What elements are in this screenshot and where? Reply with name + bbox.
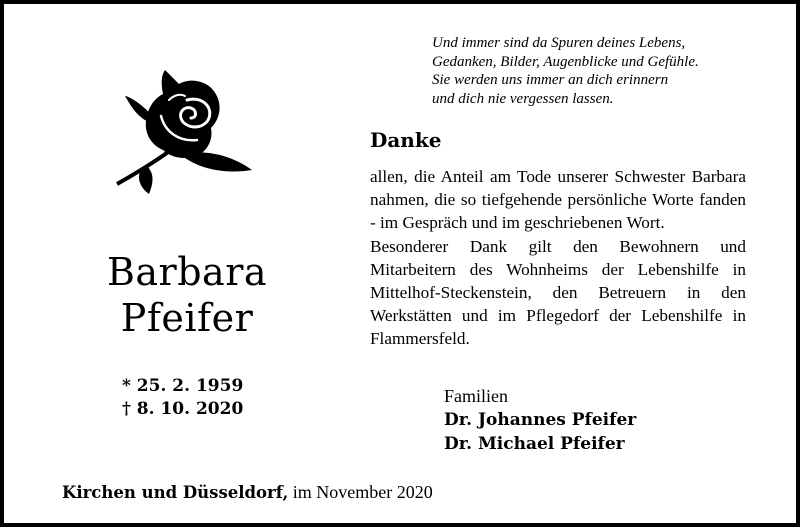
- footer-date: im November 2020: [292, 482, 433, 502]
- life-dates: [122, 375, 243, 421]
- deceased-name: [62, 249, 312, 341]
- rose-icon: [109, 66, 254, 196]
- footer-place-date: [62, 482, 433, 503]
- poem-line: Und immer sind da Spuren deines Lebens,: [432, 35, 686, 51]
- poem: [432, 34, 792, 108]
- thanks-text: [370, 165, 746, 351]
- footer-place: Kirchen und Düsseldorf,: [62, 483, 289, 502]
- poem-line: Gedanken, Bilder, Augenblicke und Gefühle.: [432, 53, 699, 70]
- thanks-paragraph-2: Besonderer Dank gilt den Bewohnern und Mitarbeitern des Wohnheims der Lebenshilfe in Mittelhof-Steckenstein, den Betreuern in den Werkstätten und im Pflegedorf der Lebenshilfe in Flammersfeld.: [370, 236, 746, 349]
- families-signature: [444, 384, 636, 456]
- poem-line: Sie werden uns immer an dich erinnern: [432, 72, 669, 88]
- families-label: Familien: [444, 386, 508, 406]
- heading-danke: Danke: [370, 128, 442, 152]
- first-name: Barbara: [106, 250, 268, 294]
- birth-date: * 25. 2. 1959: [122, 376, 244, 396]
- family-member: Dr. Michael Pfeifer: [444, 434, 625, 454]
- family-member: Dr. Johannes Pfeifer: [444, 410, 637, 430]
- death-date: † 8. 10. 2020: [122, 399, 244, 419]
- last-name: Pfeifer: [120, 296, 254, 340]
- poem-line: und dich nie vergessen lassen.: [432, 90, 614, 107]
- thanks-paragraph-1: allen, die Anteil am Tode unserer Schwester Barbara nahmen, die so tiefgehende persönliche Worte fanden - im Gespräch und im geschriebenen Wort.: [370, 167, 746, 233]
